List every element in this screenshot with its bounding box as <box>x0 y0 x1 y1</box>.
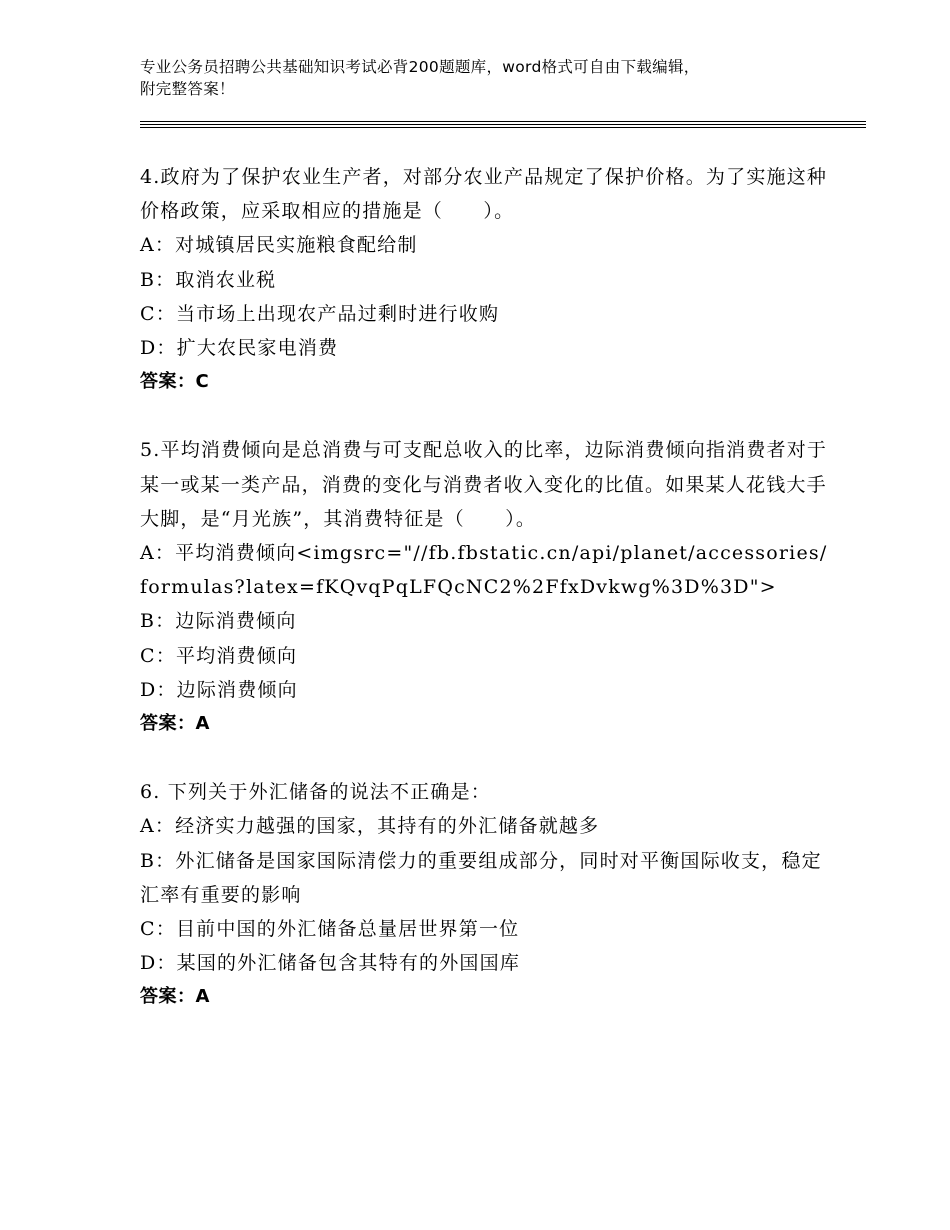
option-b: B：边际消费倾向 <box>140 610 297 633</box>
question-list <box>140 160 830 1049</box>
option-a: A：经济实力越强的国家，其持有的外汇储备就越多 <box>140 815 600 838</box>
option-b: B：取消农业税 <box>140 268 277 291</box>
option-c: C：当市场上出现农产品过剩时进行收购 <box>140 302 500 325</box>
question-text: 4.政府为了保护农业生产者，对部分农业产品规定了保护价格。为了实施这种价格政策，应采取相应的措施是（ ）。 <box>140 166 828 223</box>
option-a: A：平均消费倾向<imgsrc="//fb.fbstatic.cn/api/planet/accessories/formulas?latex=fKQvqPqLFQcNC2%2FfxDvkwg%3D%3D"> <box>140 542 828 599</box>
question-5 <box>140 433 830 741</box>
option-c: C：平均消费倾向 <box>140 644 298 667</box>
question-text: 6. 下列关于外汇储备的说法不正确是： <box>140 781 491 804</box>
header-line-1: 专业公务员招聘公共基础知识考试必背200题题库，word格式可自由下载编辑， <box>140 58 700 76</box>
answer-label: 答案：C <box>140 371 210 393</box>
option-a: A：对城镇居民实施粮食配给制 <box>140 234 418 257</box>
header-line-2: 附完整答案！ <box>140 80 235 98</box>
option-d: D：边际消费倾向 <box>140 678 298 701</box>
option-d: D：某国的外汇储备包含其特有的外国国库 <box>140 952 521 975</box>
question-6 <box>140 775 830 1014</box>
option-d: D：扩大农民家电消费 <box>140 337 339 360</box>
answer-label: 答案：A <box>140 986 210 1008</box>
question-4 <box>140 160 830 399</box>
option-c: C：目前中国的外汇储备总量居世界第一位 <box>140 918 520 941</box>
question-text: 5.平均消费倾向是总消费与可支配总收入的比率，边际消费倾向指消费者对于某一或某一类产品，消费的变化与消费者收入变化的比值。如果某人花钱大手大脚，是“月光族”，其消费特征是（ ）。 <box>140 439 828 530</box>
answer-label: 答案：A <box>140 713 210 735</box>
option-b: B：外汇储备是国家国际清偿力的重要组成部分，同时对平衡国际收支，稳定汇率有重要的影响 <box>140 849 822 906</box>
document-header <box>140 56 840 100</box>
